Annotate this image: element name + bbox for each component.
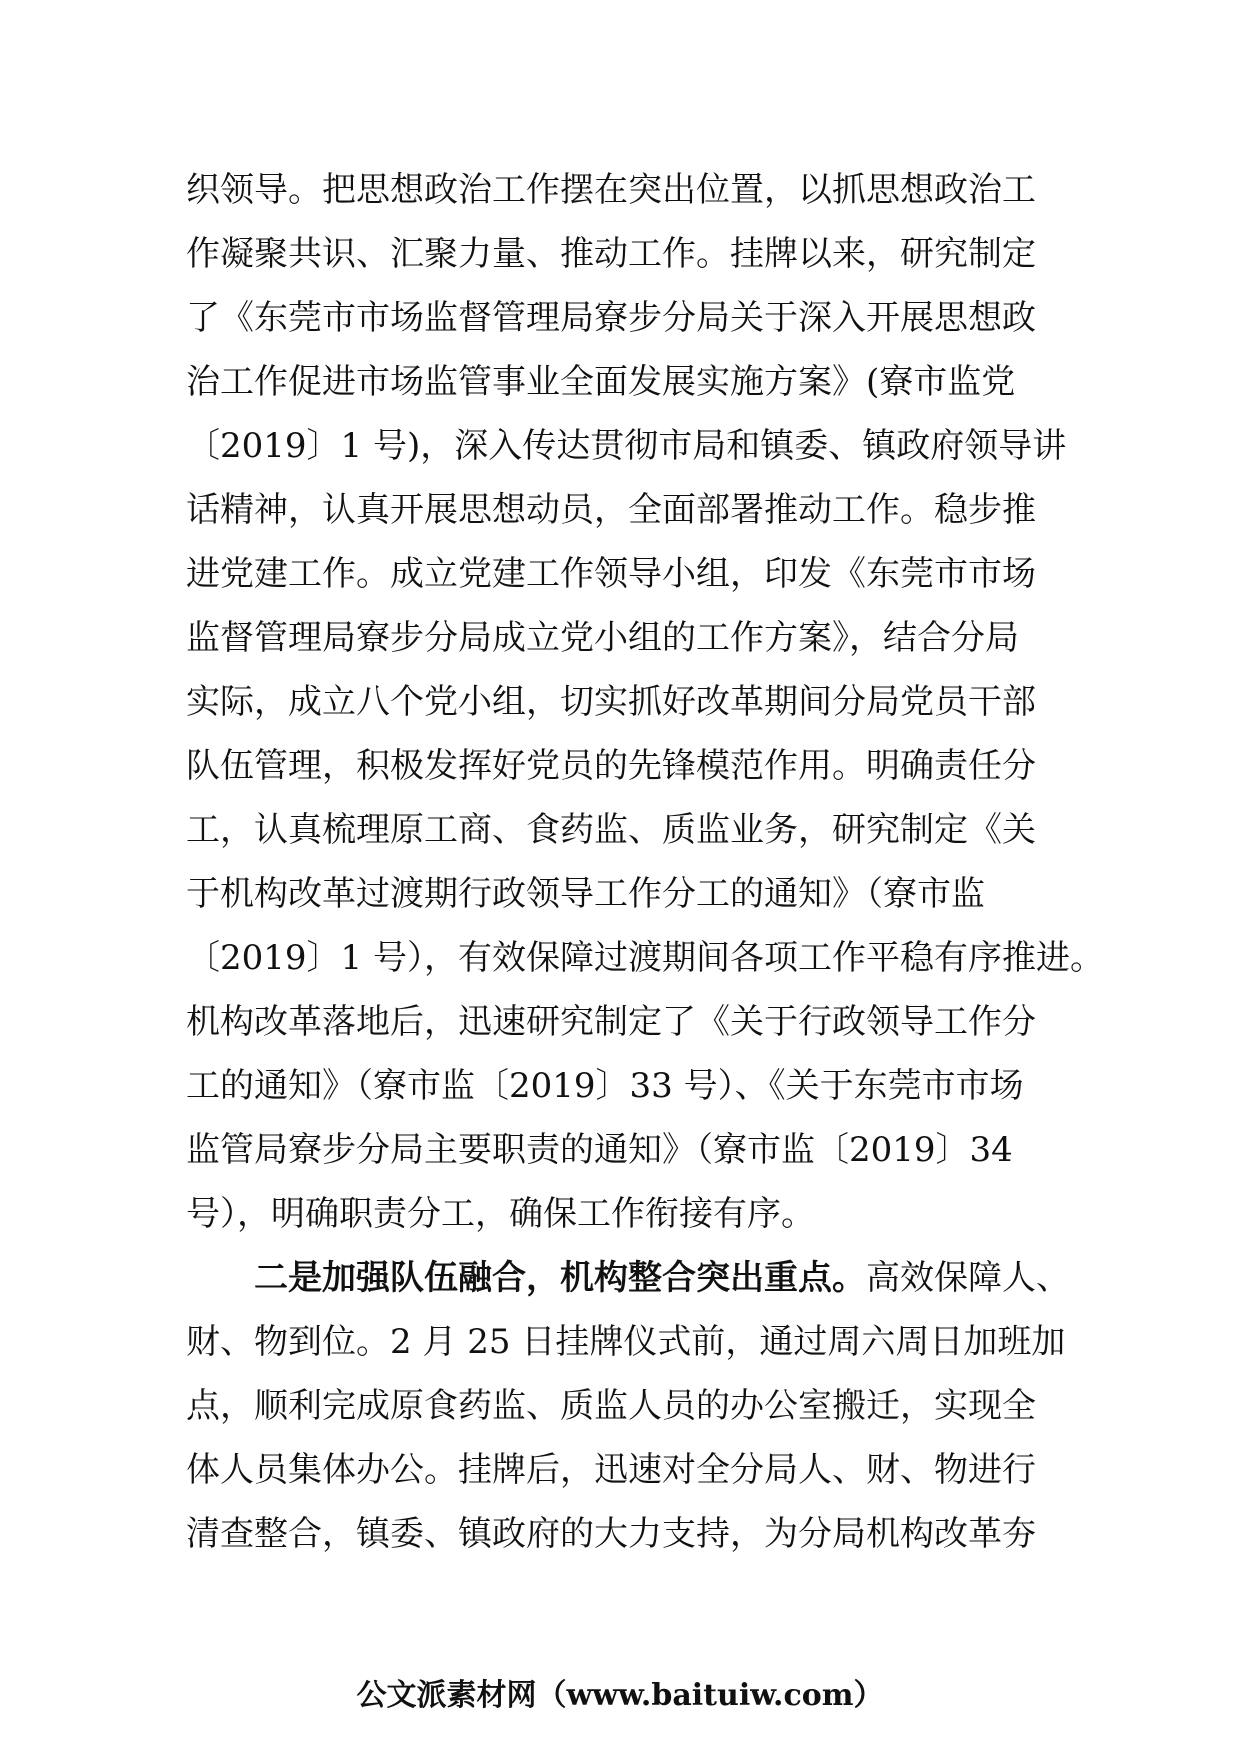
text-line-13: 〔2019〕1 号），有效保障过渡期间各项工作平稳有序推进。 [186,938,1104,978]
text-line-4: 治工作促进市场监管事业全面发展实施方案》(寮市监党 [186,362,1016,402]
text-line-16: 监管局寮步分局主要职责的通知》（寮市监〔2019〕34 [186,1130,1013,1170]
text-line-12: 于机构改革过渡期行政领导工作分工的通知》（寮市监 [186,874,985,914]
text-line-3: 了《东莞市市场监督管理局寮步分局关于深入开展思想政 [186,298,1036,338]
paragraph-2-line-5: 清查整合，镇委、镇政府的大力支持，为分局机构改革夯 [186,1514,1036,1554]
text-line-7: 进党建工作。成立党建工作领导小组，印发《东莞市市场 [186,554,1036,594]
paragraph-2-line-2: 财、物到位。2 月 25 日挂牌仪式前，通过周六周日加班加 [186,1322,1066,1362]
paragraph-2-first-line [186,1246,1070,1310]
text-line-5: 〔2019〕1 号)，深入传达贯彻市局和镇委、镇政府领导讲 [186,426,1067,466]
paragraph-2-heading: 二是加强队伍融合，机构整合突出重点。 [254,1258,866,1298]
paragraph-2-line-3: 点，顺利完成原食药监、质监人员的办公室搬迁，实现全 [186,1386,1036,1426]
document-body [186,158,1104,1566]
text-line-15: 工的通知》（寮市监〔2019〕33 号）、《关于东莞市市场 [186,1066,1024,1106]
text-line-10: 队伍管理，积极发挥好党员的先锋模范作用。明确责任分 [186,746,1036,786]
text-line-6: 话精神，认真开展思想动员，全面部署推动工作。稳步推 [186,490,1036,530]
text-line-17: 号），明确职责分工，确保工作衔接有序。 [186,1194,815,1234]
footer-watermark: 公文派素材网（www.baituiw.com） [356,1678,884,1713]
text-line-1: 织领导。把思想政治工作摆在突出位置，以抓思想政治工 [186,170,1036,210]
text-line-11: 工，认真梳理原工商、食药监、质监业务，研究制定《关 [186,810,1036,850]
text-line-8: 监督管理局寮步分局成立党小组的工作方案》，结合分局 [186,618,1019,658]
text-line-14: 机构改革落地后，迅速研究制定了《关于行政领导工作分 [186,1002,1036,1042]
text-line-2: 作凝聚共识、汇聚力量、推动工作。挂牌以来，研究制定 [186,234,1036,274]
paragraph-2-line-4: 体人员集体办公。挂牌后，迅速对全分局人、财、物进行 [186,1450,1036,1490]
text-line-9: 实际，成立八个党小组，切实抓好改革期间分局党员干部 [186,682,1036,722]
paragraph-2-first-line-rest: 高效保障人、 [866,1258,1070,1298]
